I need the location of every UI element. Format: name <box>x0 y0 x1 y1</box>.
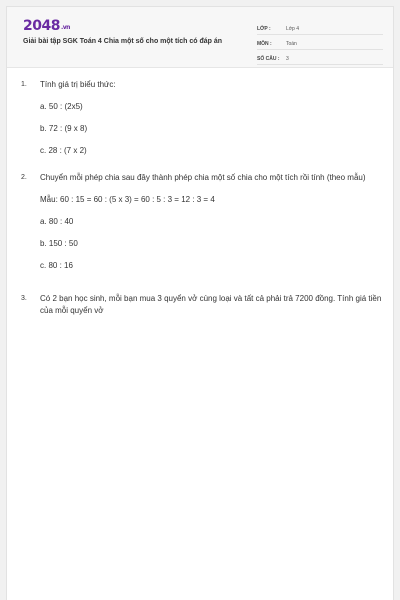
question-text: Có 2 bạn học sinh, mỗi bạn mua 3 quyển vở cùng loại và tất cả phải trả 7200 đồng. Tính giá tiền của mỗi quyển vở <box>40 294 382 315</box>
worksheet-meta <box>257 21 383 66</box>
question-number: 2. <box>21 174 27 181</box>
worksheet-header <box>7 7 393 68</box>
meta-subject <box>257 36 383 50</box>
meta-question-count <box>257 51 383 65</box>
meta-value: Toán <box>286 41 297 47</box>
question-example: Mẫu: 60 : 15 = 60 : (5 x 3) = 60 : 5 : 3 = 12 : 3 = 4 <box>40 195 215 204</box>
question-text: Tính giá trị biểu thức: <box>40 80 116 89</box>
page-title: Giải bài tập SGK Toán 4 Chia một số cho một tích có đáp án <box>23 38 223 45</box>
question-item: c. 80 : 16 <box>40 261 73 270</box>
question-item: b. 150 : 50 <box>40 239 78 248</box>
logo-suffix: .vn <box>60 24 70 31</box>
site-logo[interactable] <box>23 18 70 34</box>
meta-label: LỚP : <box>257 26 271 32</box>
question-text: Chuyển mỗi phép chia sau đây thành phép chia một số chia cho một tích rồi tính (theo mẫu) <box>40 173 366 182</box>
question-list <box>21 79 383 317</box>
question-2 <box>21 172 383 272</box>
question-number: 3. <box>21 295 27 302</box>
meta-label: SỐ CÂU : <box>257 56 280 62</box>
question-item: b. 72 : (9 x 8) <box>40 124 88 133</box>
question-item: a. 80 : 40 <box>40 217 74 226</box>
logo-text: 2048 <box>23 18 60 34</box>
question-3 <box>21 293 383 317</box>
meta-label: MÔN : <box>257 41 272 47</box>
meta-value: 3 <box>286 56 289 62</box>
question-1 <box>21 79 383 157</box>
question-number: 1. <box>21 81 27 88</box>
meta-value: Lớp 4 <box>286 26 300 32</box>
question-item: c. 28 : (7 x 2) <box>40 146 87 155</box>
question-item: a. 50 : (2x5) <box>40 102 83 111</box>
meta-grade <box>257 21 383 35</box>
worksheet <box>6 6 394 600</box>
